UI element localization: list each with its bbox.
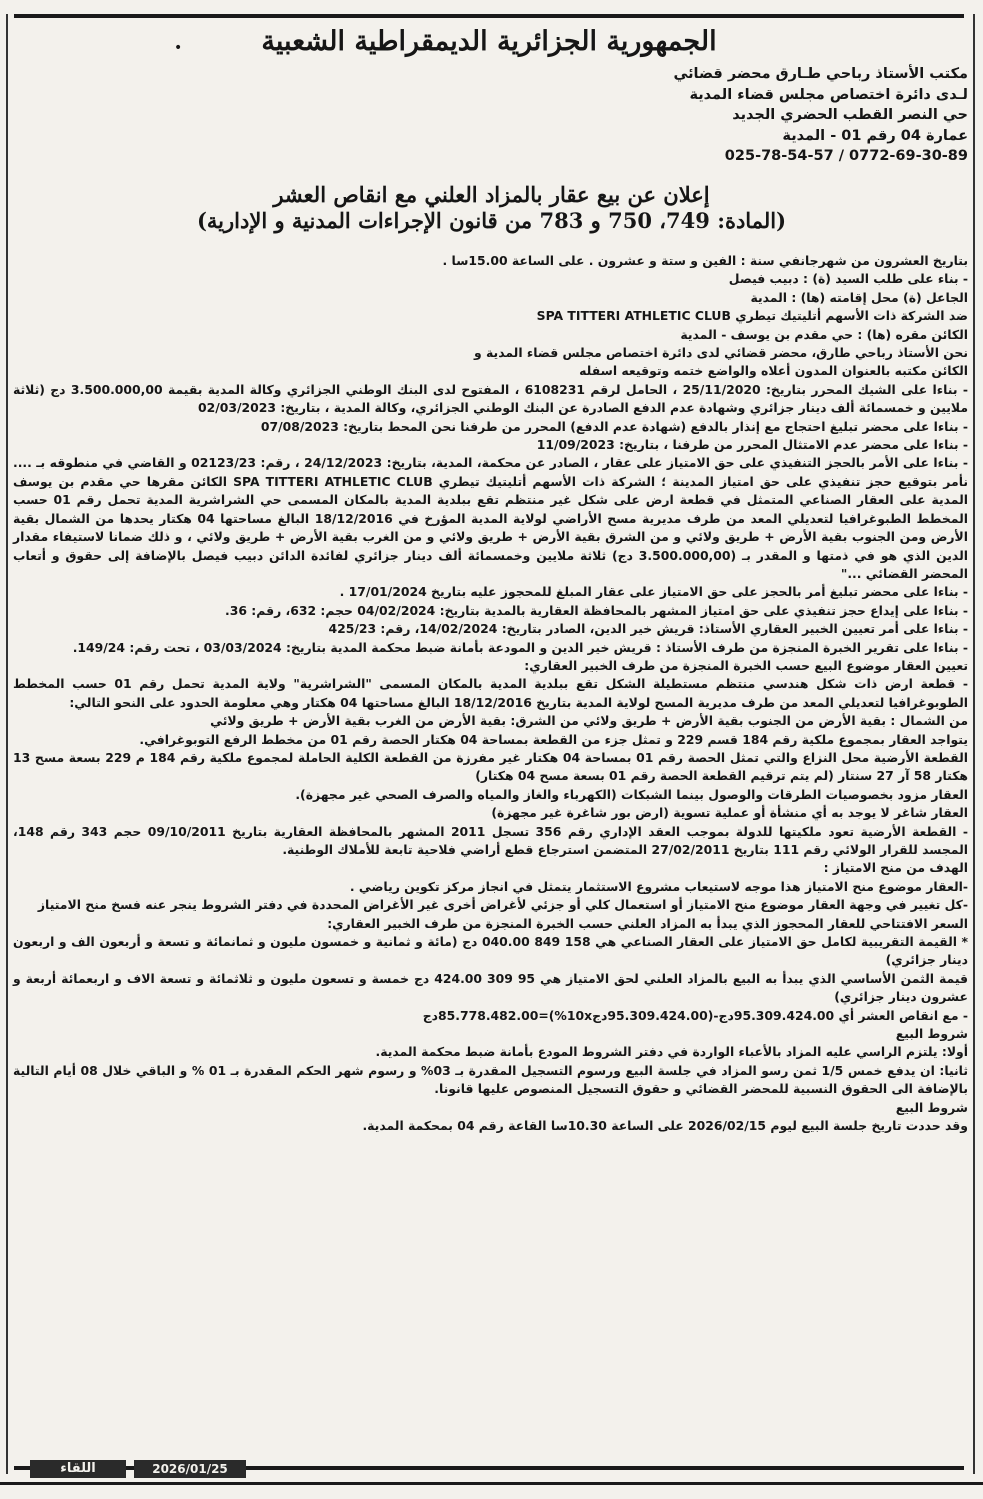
body-paragraph: القطعة الأرضية محل النزاع والتي تمثل الحصة رقم 01 بمساحة 04 هكتار غير مفرزة من القطعة الكلية الحاملة لمجموع ملكية رقم 184 م 229 بسعة مسح 13 هكتار 58 آر 27 سنتار (لم يتم ترقيم القطعة الحصة رقم 01 بسعة مسح 04 هكتار) (13, 749, 969, 784)
bottom-rule (0, 1482, 983, 1485)
auction-date-paragraph: وقد حددت تاريخ جلسة البيع ليوم 2026/02/15 على الساعة 10.30سا القاعة رقم 04 بمحكمة المدية. (362, 1118, 968, 1134)
header (9, 26, 969, 57)
body-paragraph: - بناءا على تقرير الخبرة المنجزة من طرف الأستاذ : قريش خير الدين و المودعة بأمانة ضبط محكمة المدية بتاريخ: 03/03/2024 ، تحت رقم: 149/24. (72, 639, 968, 655)
body-paragraph: الهدف من منح الامتياز : (823, 860, 968, 876)
bailiff-office-block (518, 64, 968, 167)
body-paragraph: أولا: يلتزم الراسي عليه المزاد بالأعباء الواردة في دفتر الشروط المودع بأمانة ضبط محكمة المدية. (375, 1044, 968, 1060)
body-paragraph: - قطعة ارض ذات شكل هندسي منتظم مستطيلة الشكل تقع ببلدية المدية بالمكان المسمى "الشراشرية" ولاية المدية تحمل رقم 01 حسب المخطط الطوبوغرافيا لتعديلي المعد من طرف مديرية المسح لولاية المدية بتاريخ 18/12/2016 البالغ مساحتها 04 هكتار وهي معلومة الحدود على النحو التالي: (13, 676, 968, 710)
office-jurisdiction: لـدى دائرة اختصاص مجلس قضاء المدية (689, 86, 968, 103)
office-phones: 025-78-54-57 / 0772-69-30-89 (724, 148, 968, 164)
body-paragraph: يتواجد العقار بمجموع ملكية رقم 184 قسم 229 و تمثل جزء من القطعة بمساحة 04 هكتار الحصة رقم 01 من مخطط الرفع التوبوغرافي. (139, 731, 968, 747)
sale-conditions-heading: شروط البيع (895, 1026, 968, 1042)
body-paragraph: قيمة الثمن الأساسي الذي يبدأ به البيع بالمزاد العلني لحق الامتياز هي 95 309 424.00 دج خمسة و تسعون مليون و ثلاثمائة و تسعة الاف و اربعمائة أربعة و عشرون دينار جزائري) (13, 970, 968, 1005)
announcement-body (13, 252, 968, 1136)
body-paragraph: العقار شاغر لا يوجد به أي منشأة أو عملية تسوية (ارض بور شاغرة غير مجهزة) (491, 805, 968, 821)
body-paragraph: - بناءا على محضر تبليغ احتجاج مع إنذار بالدفع (شهادة عدم الدفع) المحرر من طرفنا نحن المحط بتاريخ: 07/08/2023 (260, 418, 968, 434)
republic-heading: الجمهورية الجزائرية الديمقراطية الشعبية (261, 26, 717, 57)
newspaper-name: اللقاء (30, 1460, 126, 1478)
body-paragraph: - بناءا على محضر عدم الامتثال المحرر من طرفنا ، بتاريخ: 11/09/2023 (536, 437, 968, 453)
body-paragraph: بتاريخ العشرون من شهرجانفي سنة : الفين و ستة و عشرون . على الساعة 15.00سا . (442, 253, 968, 268)
body-paragraph: - بناءا على الأمر بالحجز التنفيذي على حق الامتياز على عقار ، الصادر عن محكمة، المدية، بتاريخ: 24/12/2023 ، رقم: 02123/23 و القاضي في منطوقه بـ .... نأمر بتوقيع حجز تنفيذي على حق امتياز المدينة ؛ الشركة ذات الأسهم أتليتيك تيطري SPA TITTERI ATHLETIC CLUB الكائن مقرها حي مقدم بن يوسف المدية على العقار الصناعي المتمثل في قطعة ارض على شكل غير منتظم تقع ببلدية المدية بالمكان المسمى حي الشراشرية المدية تحمل رقم 01 حسب المخطط الطبوغرافيا لتعديلي المعد من طرف مديرية مسح الأراضي لولاية المدية المؤرخ في 18/12/2016 البالغ مساحتها 04 هكتار يحدها من الشمال بقية الأرض ومن الجنوب بقية الأرض + طريق ولائي و من الشرق بقية الأرض + طريق ولائي و من الغرب بقية الأرض + طريق ولائي ، و ذلك ضمانا لاستيفاء مقدار الدين الذي هو في ذمتها و المقدر بـ (3.500.000,00 دج) ثلاثة ملايين وخمسمائة ألف دينار جزائري لفائدة الدائن دبيب فيصل بالإضافة إلى حقوق و أتعاب المحضر القضائي ..." (13, 455, 968, 581)
body-paragraph: نحن الأستاذ رباحي طارق، محضر قضائي لدى دائرة اختصاص مجلس قضاء المدية و (474, 345, 968, 361)
body-paragraph: * القيمة التقريبية لكامل حق الامتياز على العقار الصناعي هي 158 849 040.00 دج (مائة و ثمانية و خمسون مليون و ثمانمائة و تسعة و أربعون الف و اربعون دينار جزائري) (13, 934, 968, 968)
body-paragraph: العقار مزود بخصوصيات الطرقات والوصول بينما الشبكات (الكهرباء والغاز والمياه والصرف الصحي غير مجهزة). (295, 786, 968, 802)
body-paragraph: الكائن مكتبه بالعنوان المدون أعلاه والواضع ختمه وتوقيعه اسفله (579, 363, 968, 379)
announcement-titles (0, 182, 983, 234)
body-paragraph: -العقار موضوع منح الامتياز هذا موجه لاستيعاب مشروع الاستثمار يتمثل في انجاز مركز تكوين رياضي . (349, 878, 968, 894)
announcement-title: إعلان عن بيع عقار بالمزاد العلني مع انقاص العشر (273, 182, 710, 207)
office-name: مكتب الأستاذ رباحي طـارق محضر قضائي (673, 66, 968, 82)
body-paragraph: الكائن مقره (ها) : حي مقدم بن يوسف - المدية (680, 326, 968, 342)
publication-date: 2026/01/25 (134, 1460, 246, 1478)
body-paragraph: تعيين العقار موضوع البيع حسب الخبرة المنجزة من طرف الخبير العقاري: (524, 657, 968, 673)
body-paragraph: - بناءا على أمر تعيين الخبير العقاري الأستاذ: قريش خير الدين، الصادر بتاريخ: 14/02/2024، رقم: 425/23 (328, 621, 968, 637)
body-paragraph: -كل تغيير في وجهة العقار موضوع منح الامتياز أو استعمال كلي أو جزئي لأغراض أخرى غير الأغراض المحددة في دفتر الشروط ينجر عنه فسخ منح الامتياز (37, 897, 968, 913)
body-paragraph: السعر الافتتاحي للعقار المحجوز الذي يبدأ به المزاد العلني حسب الخبرة المنجزة من طرف الخبير العقاري: (327, 915, 968, 931)
bullet-mark: • (174, 40, 183, 56)
body-paragraph: ثانيا: ان يدفع خمس 1/5 ثمن رسو المزاد في جلسة البيع ورسوم التسجيل المقدرة بـ 03% و رسوم شهر الحكم المقدرة بـ 01 % و الباقي خلال 08 أيام التالية بالإضافة الى الحقوق النسبية للمحضر القضائي و حقوق التسجيل المنصوص عليها قانونا. (13, 1062, 968, 1097)
body-paragraph: الجاعل (ة) محل إقامته (ها) : المدية (750, 289, 968, 305)
body-paragraph: - بناءا على الشيك المحرر بتاريخ: 25/11/2020 ، الحامل لرقم 6108231 ، المفتوح لدى البنك الوطني الجزائري وكالة المدية بقيمة 3.500.000,00 دج (ثلاثة ملايين و خمسمائة ألف دينار جزائري وشهادة عدم الدفع الصادرة عن البنك الوطني الجزائري، وكالة المدية ، بتاريخ: 02/03/2023 (13, 381, 968, 416)
sale-conditions-heading: شروط البيع (895, 1099, 968, 1115)
body-paragraph: - مع انقاص العشر أي 95.309.424.00دج-(95.309.424.00دج10x%)=85.778.482.00دج (422, 1007, 968, 1023)
legal-articles-subtitle: (المادة: 749، 750 و 783 من قانون الإجراءات المدنية و الإدارية) (196, 208, 787, 233)
office-district: حي النصر القطب الحضري الجديد (732, 107, 968, 123)
body-paragraph: ضد الشركة ذات الأسهم أتليتيك تيطري SPA TITTERI ATHLETIC CLUB (536, 308, 968, 324)
body-paragraph: من الشمال : بقية الأرض من الجنوب بقية الأرض + طريق ولائي من الشرق: بقية الأرض من الغرب بقية الأرض + طريق ولائي (210, 713, 968, 729)
body-paragraph: - بناءا على إيداع حجز تنفيذي على حق امتياز المشهر بالمحافظة العقارية بالمدية بتاريخ: 04/02/2024 حجم: 632، رقم: 36. (225, 602, 968, 618)
body-paragraph: - القطعة الأرضية تعود ملكيتها للدولة بموجب العقد الإداري رقم 356 تسجل 2011 المشهر بالمحافظة العقارية بتاريخ 09/10/2011 حجم 343 رقم 148، المجسد للقرار الولائي رقم 111 بتاريخ 27/02/2011 المتضمن استرجاع قطع أراضي فلاحية تابعة للأملاك الوطنية. (13, 823, 968, 857)
body-paragraph: - بناءا على محضر تبليغ أمر بالحجز على حق الامتياز على عقار المبلغ للمحجوز عليه بتاريخ 17/01/2024 . (339, 584, 968, 600)
office-building: عمارة 04 رقم 01 - المدية (782, 127, 968, 144)
body-paragraph: - بناء على طلب السيد (ة) : دبيب فيصل (728, 271, 968, 287)
footer-bar (14, 1460, 244, 1480)
